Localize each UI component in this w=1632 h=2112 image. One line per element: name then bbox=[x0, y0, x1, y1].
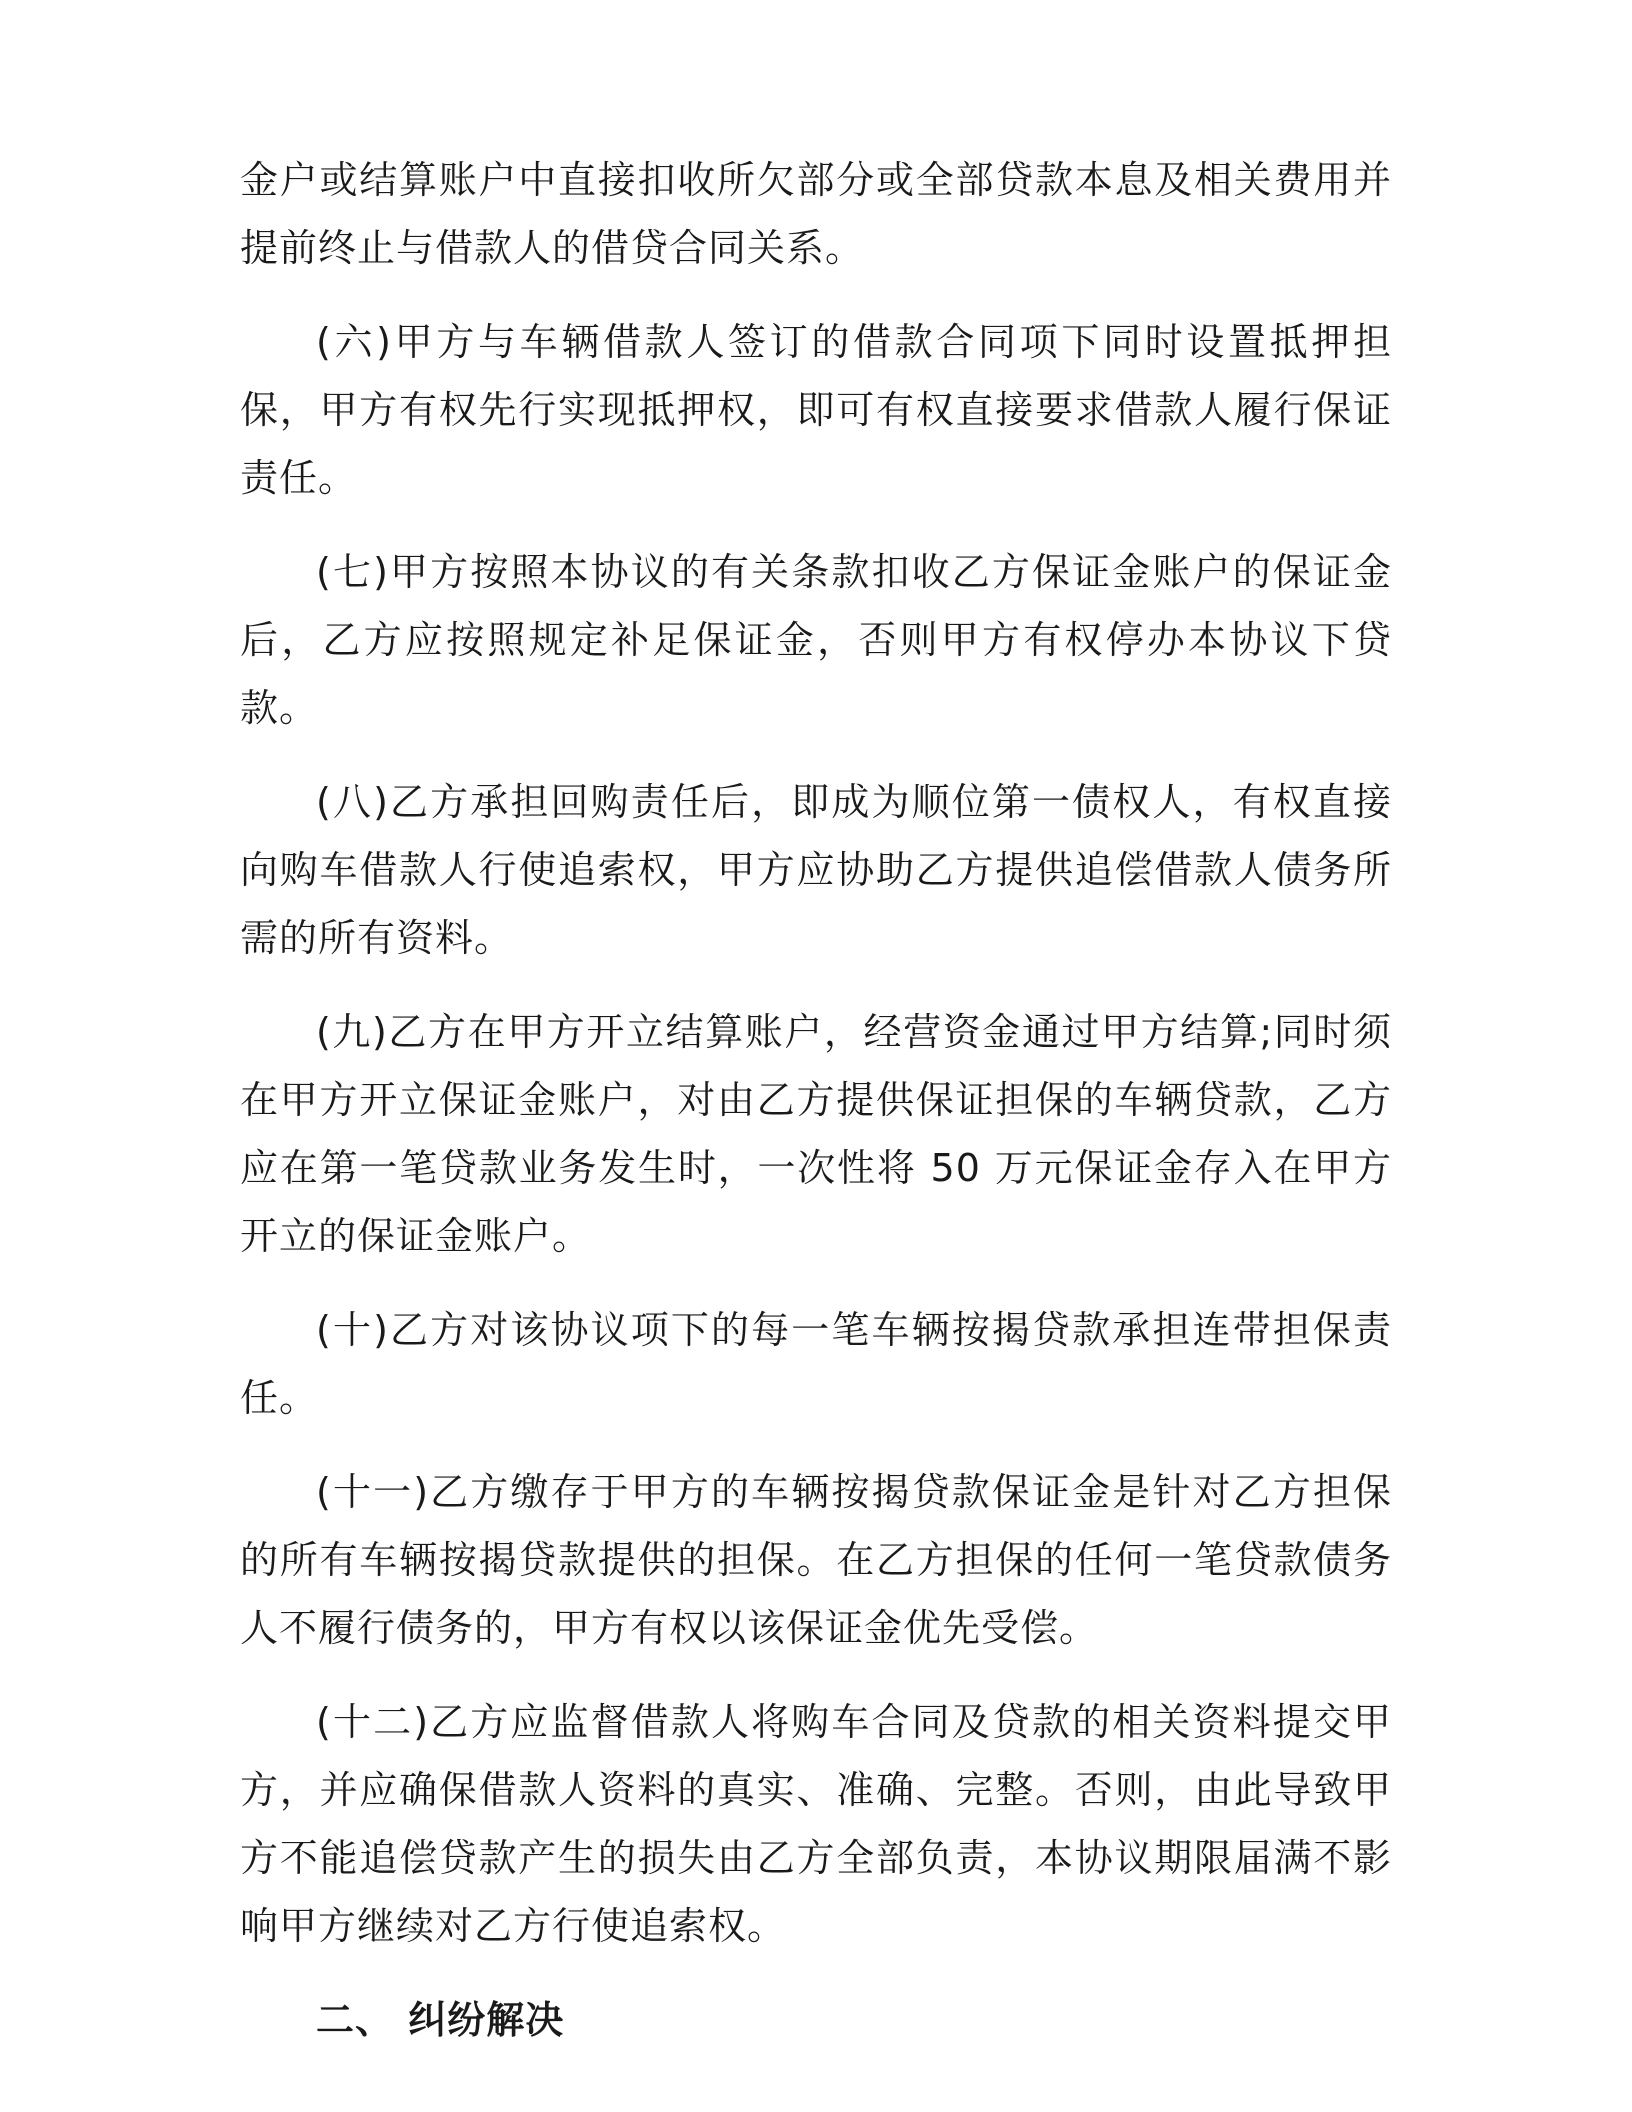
clause-10: (十)乙方对该协议项下的每一笔车辆按揭贷款承担连带担保责任。 bbox=[240, 1308, 1392, 1420]
clause-9: (九)乙方在甲方开立结算账户，经营资金通过甲方结算;同时须在甲方开立保证金账户，对由乙方提供保证担保的车辆贷款，乙方应在第一笔贷款业务发生时，一次性将 50 万元保证金存入在甲方开立的保证金账户。 bbox=[240, 1010, 1392, 1258]
section-heading-dispute-resolution: 二、 纠纷解决 bbox=[316, 1998, 565, 2042]
clause-7: (七)甲方按照本协议的有关条款扣收乙方保证金账户的保证金后，乙方应按照规定补足保证金，否则甲方有权停办本协议下贷款。 bbox=[240, 550, 1392, 730]
clause-8: (八)乙方承担回购责任后，即成为顺位第一债权人，有权直接向购车借款人行使追索权，甲方应协助乙方提供追偿借款人债务所需的所有资料。 bbox=[240, 780, 1392, 960]
clause-12: (十二)乙方应监督借款人将购车合同及贷款的相关资料提交甲方，并应确保借款人资料的真实、准确、完整。否则，由此导致甲方不能追偿贷款产生的损失由乙方全部负责，本协议期限届满不影响甲方继续对乙方行使追索权。 bbox=[240, 1700, 1392, 1948]
clause-6: (六)甲方与车辆借款人签订的借款合同项下同时设置抵押担保，甲方有权先行实现抵押权，即可有权直接要求借款人履行保证责任。 bbox=[240, 320, 1392, 500]
document-page bbox=[240, 146, 1392, 2054]
paragraph-continuation: 金户或结算账户中直接扣收所欠部分或全部贷款本息及相关费用并提前终止与借款人的借贷合同关系。 bbox=[240, 158, 1392, 270]
clause-11: (十一)乙方缴存于甲方的车辆按揭贷款保证金是针对乙方担保的所有车辆按揭贷款提供的担保。在乙方担保的任何一笔贷款债务人不履行债务的，甲方有权以该保证金优先受偿。 bbox=[240, 1470, 1392, 1650]
